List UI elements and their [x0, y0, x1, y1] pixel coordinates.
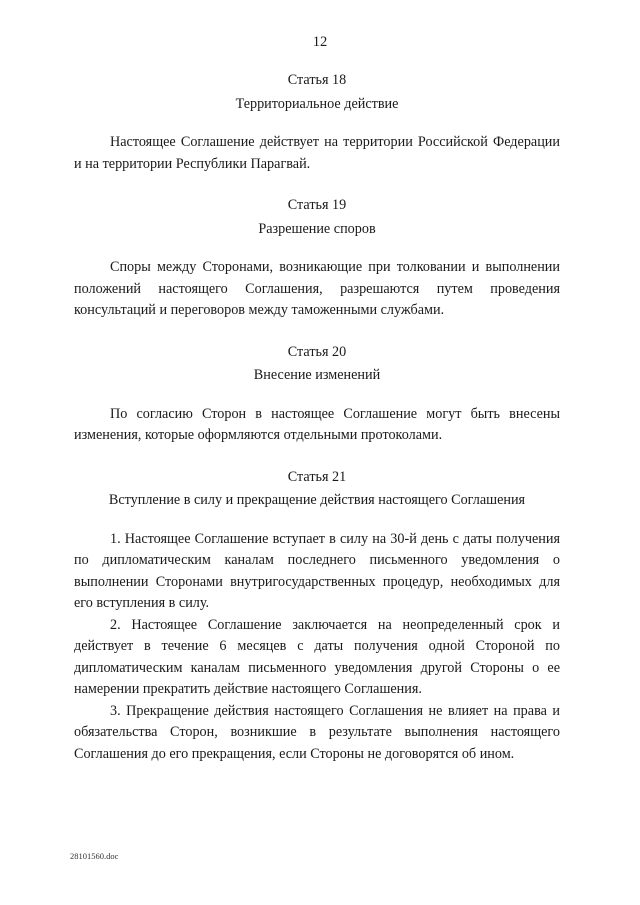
- article-paragraph: Настоящее Соглашение действует на территории Российской Федерации и на территории Республики Парагвай.: [74, 134, 560, 172]
- article-number: Статья 20: [287, 343, 347, 360]
- article-paragraph: 2. Настоящее Соглашение заключается на неопределенный срок и действует в течение 6 месяцев с даты получения одной Стороной по дипломатическим каналам письменного уведомления другой Стороны о ее намерении прекратить действие настоящего Соглашения.: [74, 616, 560, 697]
- article-title: Территориальное действие: [235, 95, 399, 112]
- page-number: 12: [312, 34, 328, 50]
- article-20: [74, 342, 560, 447]
- article-21: [74, 467, 560, 766]
- article-number: Статья 18: [287, 72, 347, 88]
- article-paragraph: По согласию Сторон в настоящее Соглашение могут быть внесены изменения, которые оформляются отдельными протоколами.: [74, 405, 560, 443]
- article-paragraph: Споры между Сторонами, возникающие при толковании и выполнении положений настоящего Соглашения, разрешаются путем проведения консультаций и переговоров между таможенными службами.: [74, 259, 560, 318]
- article-number: Статья 19: [287, 197, 347, 213]
- article-title: Вступление в силу и прекращение действия настоящего Соглашения: [108, 492, 526, 508]
- article-number: Статья 21: [287, 468, 347, 485]
- article-title: Разрешение споров: [258, 220, 376, 237]
- document-body: [74, 70, 560, 765]
- article-19: [74, 195, 560, 322]
- article-body: [74, 529, 560, 766]
- article-paragraph: 3. Прекращение действия настоящего Соглашения не влияет на права и обязательства Сторон, возникшие в результате выполнения настоящего Соглашения до его прекращения, если Стороны не договорятся об ином.: [74, 702, 560, 762]
- article-body: [74, 132, 560, 175]
- article-body: [74, 404, 560, 447]
- article-body: [74, 257, 560, 322]
- article-paragraph: 1. Настоящее Соглашение вступает в силу на 30-й день с даты получения по дипломатическим каналам последнего письменного уведомления о выполнении Сторонами внутригосударственных процедур, необходимых для его вступления в силу.: [74, 530, 560, 611]
- article-18: [74, 70, 560, 175]
- file-name-footer: 28101560.doc: [70, 851, 119, 861]
- article-title: Внесение изменений: [253, 367, 381, 383]
